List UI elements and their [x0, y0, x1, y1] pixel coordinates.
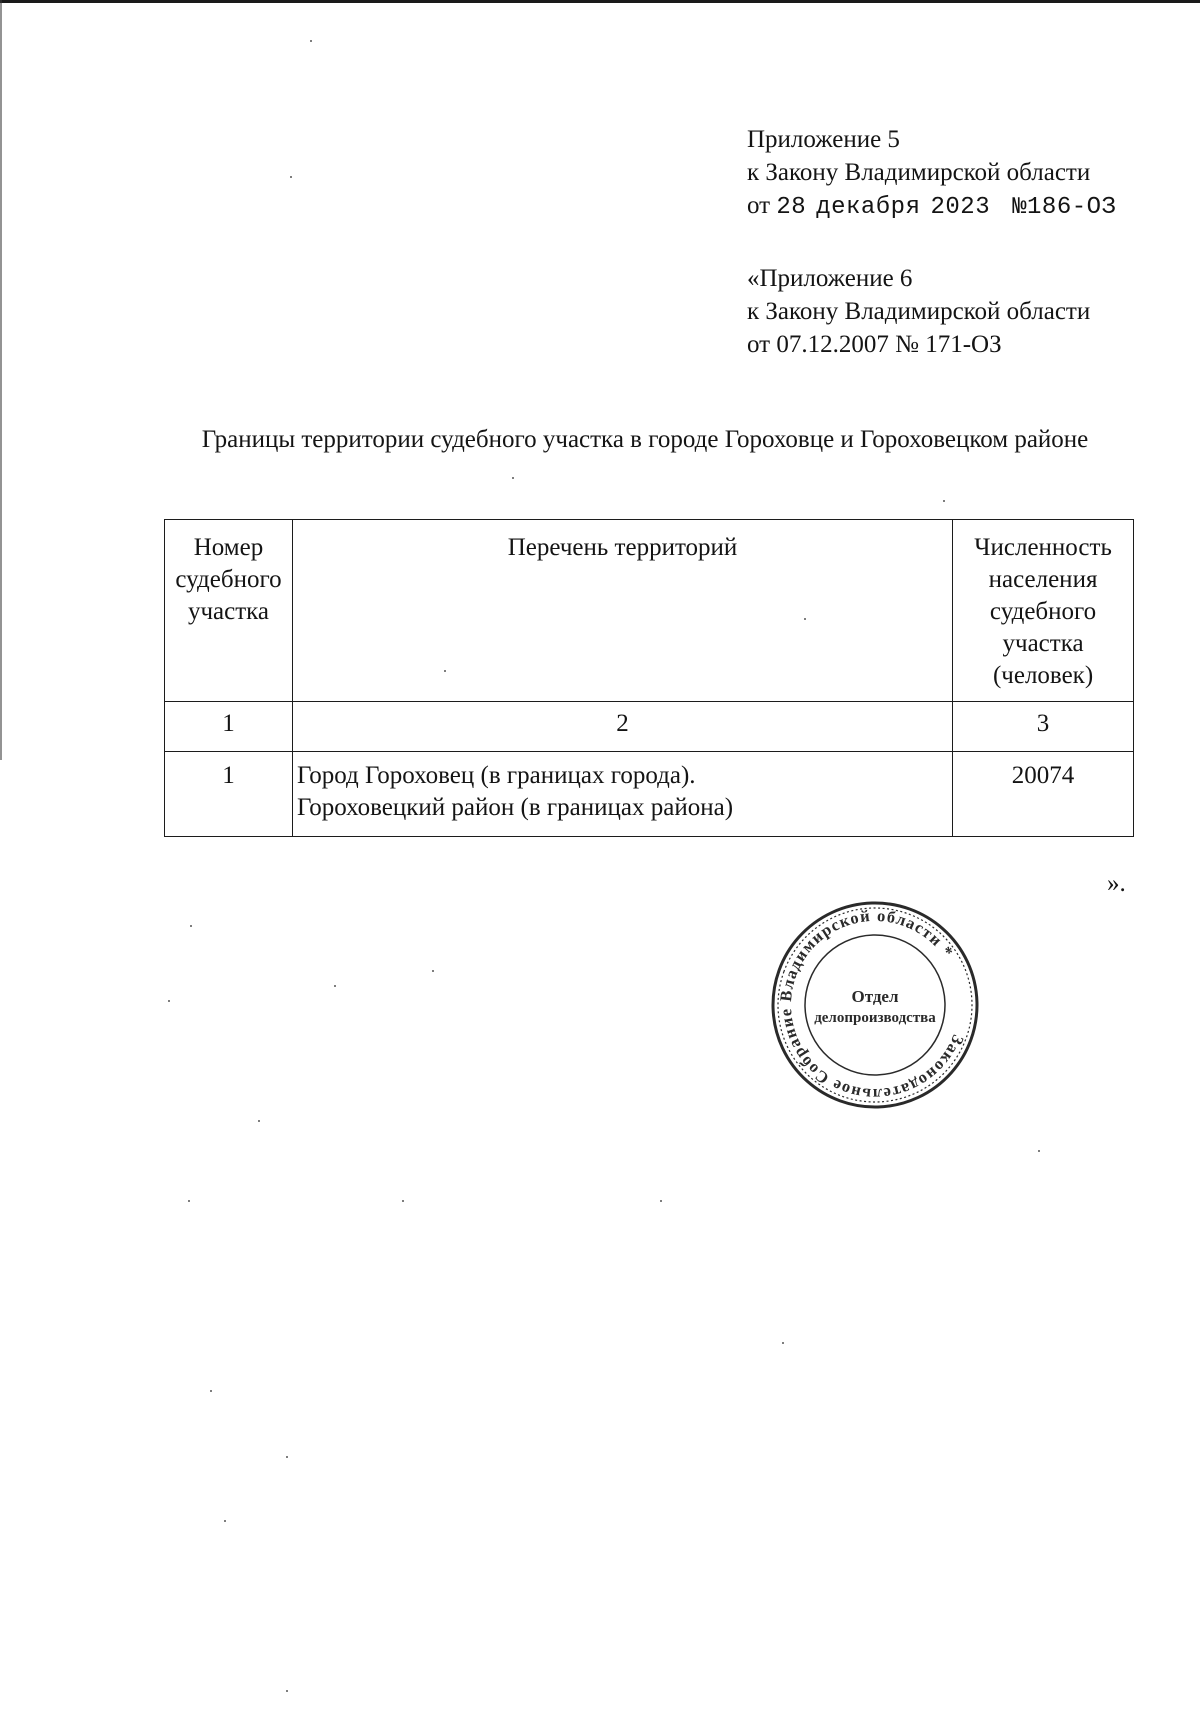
- annex-number: №186-ОЗ: [1012, 194, 1117, 221]
- previous-annex-title: «Приложение 6: [747, 265, 913, 292]
- column-number-2: 2: [292, 702, 952, 752]
- scan-speck: [1038, 1150, 1040, 1152]
- annex-law-reference: к Закону Владимирской области: [747, 159, 1091, 186]
- table-column-numbers-row: [165, 702, 1134, 752]
- district-number-cell: 1: [165, 752, 293, 837]
- scan-speck: [432, 970, 434, 972]
- header-territory-list: Перечень территорий: [292, 520, 952, 702]
- scan-speck: [444, 670, 446, 672]
- scan-speck: [660, 1200, 662, 1202]
- scan-top-edge: [0, 0, 1200, 3]
- population-cell: 20074: [953, 752, 1134, 837]
- territory-line-city: Город Гороховец (в границах города).: [296, 762, 696, 789]
- scan-speck: [168, 1000, 170, 1002]
- official-seal: [770, 900, 980, 1110]
- seal-center-line2: делопроизводства: [814, 1010, 936, 1026]
- seal-ring-text: Законодательное Собрание Владимирской области *: [775, 905, 968, 1105]
- scan-speck: [310, 40, 312, 42]
- scan-speck: [286, 1690, 288, 1692]
- document-title: Границы территории судебного участка в городе Гороховце и Гороховецком районе: [201, 426, 1089, 453]
- scan-speck: [512, 477, 514, 479]
- previous-annex-date-number: от 07.12.2007 № 171-ОЗ: [747, 331, 1002, 358]
- annex-date-year: 2023: [930, 194, 991, 221]
- table-row: [165, 752, 1134, 837]
- scan-speck: [804, 618, 806, 620]
- scan-speck: [210, 1390, 212, 1392]
- scan-speck: [286, 1456, 288, 1458]
- scan-speck: [188, 1200, 190, 1202]
- previous-annex-law-reference: к Закону Владимирской области: [747, 298, 1091, 325]
- seal-center-line1: Отдел: [851, 987, 899, 1006]
- annex-date-prefix: от: [747, 192, 771, 219]
- scan-speck: [290, 176, 292, 178]
- column-number-3: 3: [953, 702, 1134, 752]
- annex-date-month: декабря: [816, 194, 921, 221]
- table-header-row: [165, 520, 1134, 702]
- previous-annex-header: [747, 262, 1090, 361]
- annex-title: Приложение 5: [747, 126, 900, 153]
- annex-date-number: [747, 189, 1116, 224]
- scan-speck: [258, 1120, 260, 1122]
- scan-speck: [190, 925, 192, 927]
- scan-speck: [782, 1342, 784, 1344]
- scan-left-edge: [0, 0, 2, 760]
- column-number-1: 1: [165, 702, 293, 752]
- territory-line-district: Гороховецкий район (в границах района): [296, 794, 734, 821]
- annex-date-day: 28: [776, 194, 807, 221]
- header-population: Численность населения судебного участка (человек): [953, 520, 1134, 702]
- territory-cell: [292, 752, 952, 837]
- scan-speck: [943, 500, 945, 502]
- scan-speck: [224, 1520, 226, 1522]
- annex-header: [747, 123, 1116, 224]
- header-district-number: Номер судебного участка: [165, 520, 293, 702]
- scan-speck: [334, 985, 336, 987]
- annex-date-stamp: [776, 194, 1116, 221]
- territory-table: [164, 519, 1134, 837]
- scan-speck: [402, 1200, 404, 1202]
- closing-quote: ».: [1107, 870, 1126, 897]
